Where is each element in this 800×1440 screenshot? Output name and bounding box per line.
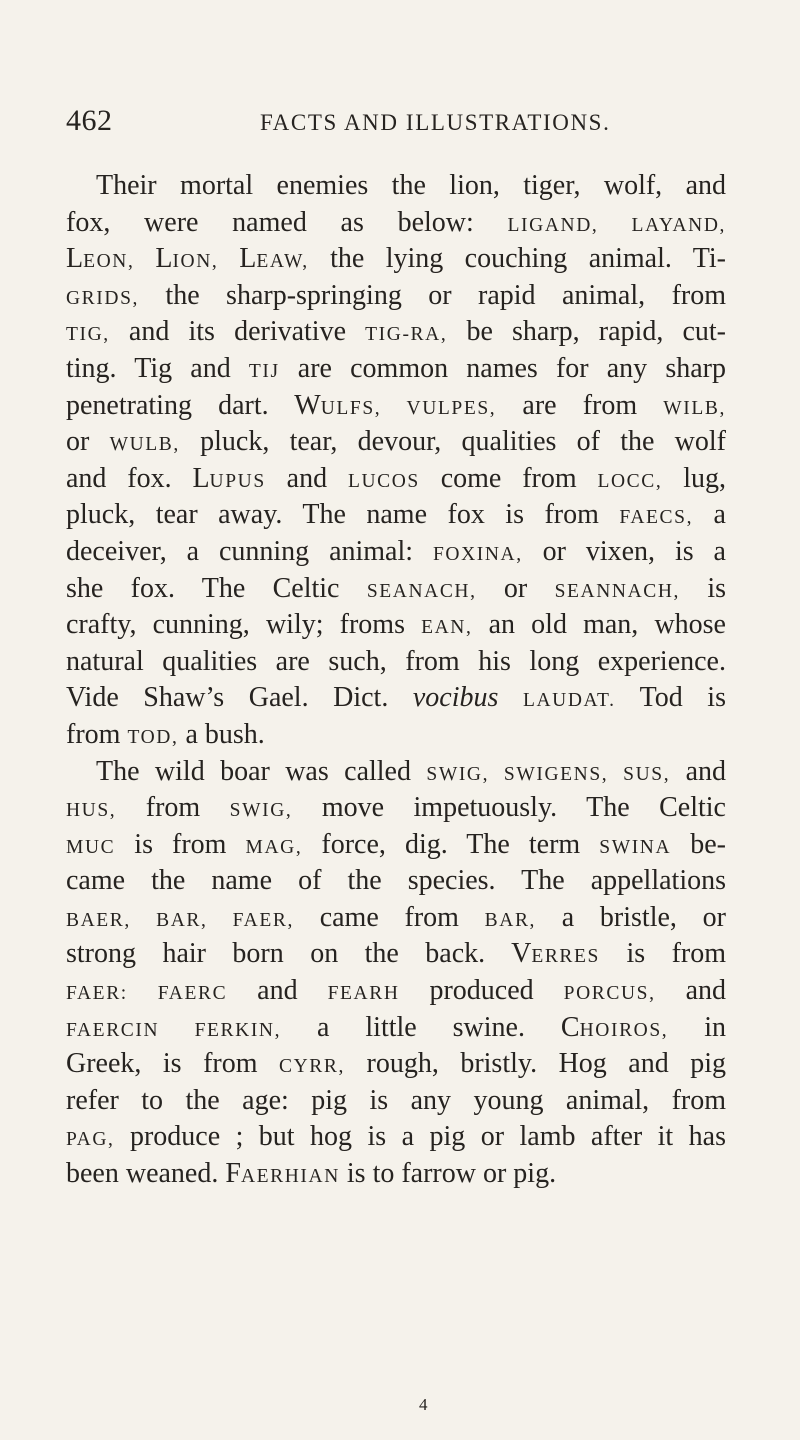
text-run: TIJ: [248, 360, 280, 382]
text-run: TIG,: [66, 324, 110, 346]
text-run: MUC: [66, 836, 116, 858]
text-run: rough, bristly. Hog and pig: [345, 1048, 726, 1080]
text-run: an old man, whose: [472, 609, 726, 641]
text-line: [66, 1010, 726, 1047]
text-run: a bush.: [178, 718, 265, 750]
text-run: vocibus: [412, 682, 499, 714]
text-run: come from: [419, 462, 598, 494]
text-run: SEANNACH,: [554, 580, 681, 602]
text-run: L: [239, 243, 257, 275]
text-run: FEARH: [327, 983, 400, 1005]
text-line: [66, 388, 726, 425]
text-run: been weaned. F: [66, 1158, 241, 1190]
text-line: [66, 278, 726, 315]
text-run: SWIG,: [229, 800, 293, 822]
text-run: LOCC,: [597, 470, 663, 492]
text-line: [66, 754, 726, 791]
text-run: is from: [115, 828, 246, 860]
text-run: TOD,: [127, 726, 179, 748]
text-run: from: [66, 718, 128, 750]
text-run: and: [265, 462, 348, 494]
text-line: [66, 790, 726, 827]
text-run: crafty, cunning, wily; froms: [66, 609, 422, 641]
text-run: BAER, BAR, FAER,: [66, 909, 294, 931]
text-run: ting. Tig and: [66, 352, 249, 384]
text-run: or vixen, is a: [522, 535, 726, 567]
text-run: The wild boar was called: [96, 755, 427, 787]
text-run: EAN,: [421, 617, 473, 639]
text-line: [66, 863, 726, 900]
text-run: Greek, is from: [66, 1048, 280, 1080]
text-run: the lying couching animal. Ti-: [308, 243, 727, 275]
running-head: [66, 104, 736, 144]
text-run: FAER:: [66, 983, 128, 1005]
text-run: L: [66, 243, 84, 275]
text-line: [66, 461, 726, 498]
text-run: natural qualities are such, from his long experience.: [66, 645, 726, 677]
text-run: LIGAND, LAYAND,: [507, 214, 727, 236]
text-line: [66, 534, 726, 571]
text-run: ULFS, VULPES,: [320, 397, 497, 419]
text-line: [66, 1119, 726, 1156]
text-run: a: [693, 499, 726, 531]
text-run: ERRES: [531, 946, 600, 968]
text-line: [66, 314, 726, 351]
text-run: is: [680, 572, 727, 604]
text-run: came the name of the species. The appellations: [66, 865, 726, 897]
text-line: [66, 607, 726, 644]
text-line: [66, 497, 726, 534]
text-run: MAG,: [245, 836, 303, 858]
text-run: is to farrow or pig.: [339, 1158, 557, 1190]
text-run: Tod is: [615, 682, 726, 714]
text-line: [66, 168, 726, 205]
text-run: TIG-RA,: [365, 324, 448, 346]
text-line: [66, 936, 726, 973]
body-text: [66, 168, 726, 1193]
text-run: deceiver, a cunning animal:: [66, 535, 433, 567]
running-title: FACTS AND ILLUSTRATIONS.: [260, 110, 611, 135]
text-run: and its derivative: [109, 316, 366, 348]
text-run: AERHIAN: [240, 1166, 340, 1188]
text-line: [66, 1046, 726, 1083]
text-run: GRIDS,: [66, 287, 139, 309]
text-run: the sharp-springing or rapid animal, from: [139, 279, 726, 311]
text-run: pluck, tear, devour, qualities of the wolf: [179, 426, 726, 458]
text-run: FAERC: [157, 983, 228, 1005]
text-line: [66, 241, 726, 278]
text-run: she fox. The Celtic: [66, 572, 367, 604]
text-line: [66, 827, 726, 864]
text-run: UPUS: [209, 470, 266, 492]
text-run: produce ; but hog is a pig or lamb after it has: [114, 1121, 726, 1153]
text-run: be-: [671, 828, 726, 860]
signature-mark: 4: [419, 1395, 428, 1414]
text-run: lug,: [662, 462, 726, 494]
text-run: FAERCIN FERKIN,: [66, 1019, 282, 1041]
text-run: refer to the age: pig is any young animal, from: [66, 1084, 726, 1116]
text-run: Vide Shaw’s Gael. Dict.: [66, 682, 413, 714]
text-line: [66, 1083, 726, 1120]
text-run: and: [655, 975, 726, 1007]
text-line: [66, 644, 726, 681]
text-line: [66, 571, 726, 608]
text-run: ION,: [172, 251, 240, 273]
text-run: EON,: [83, 251, 156, 273]
text-line: [66, 424, 726, 461]
text-run: BAR,: [484, 909, 537, 931]
text-run: a little swine. C: [281, 1011, 580, 1043]
text-run: PORCUS,: [563, 983, 656, 1005]
text-run: SWINA: [599, 836, 672, 858]
text-line: [66, 1156, 726, 1193]
text-run: and fox. L: [66, 462, 210, 494]
text-run: are from: [496, 389, 664, 421]
text-run: came from: [293, 901, 485, 933]
text-line: [66, 351, 726, 388]
text-run: force, dig. The term: [302, 828, 600, 860]
text-run: LUCOS: [347, 470, 420, 492]
text-run: PAG,: [66, 1129, 115, 1151]
text-run: [498, 682, 523, 713]
text-run: HUS,: [66, 800, 117, 822]
text-run: a bristle, or: [536, 901, 726, 933]
text-run: be sharp, rapid, cut-: [447, 316, 727, 348]
text-line: [66, 680, 726, 717]
text-run: move impetuously. The Celtic: [292, 792, 726, 824]
text-run: [128, 975, 158, 1006]
text-run: SWIG, SWIGENS, SUS,: [426, 763, 671, 785]
text-run: strong hair born on the back. V: [66, 938, 532, 970]
text-run: or: [66, 426, 110, 458]
text-run: Their mortal enemies the lion, tiger, wolf, and: [96, 170, 726, 201]
text-run: WILB,: [663, 397, 726, 419]
text-run: SEANACH,: [366, 580, 477, 602]
text-run: produced: [399, 975, 564, 1007]
text-run: pluck, tear away. The name fox is from: [66, 499, 620, 531]
text-run: is from: [600, 938, 726, 970]
text-run: HOIROS,: [579, 1019, 669, 1041]
text-run: fox, were named as below:: [66, 206, 508, 238]
text-run: FAECS,: [619, 507, 694, 529]
text-run: WULB,: [109, 434, 180, 456]
text-run: FOXINA,: [432, 543, 523, 565]
text-run: in: [668, 1011, 726, 1043]
text-run: and: [670, 755, 726, 787]
text-line: [66, 717, 726, 754]
text-run: are common names for any sharp: [279, 352, 726, 384]
text-run: CYRR,: [279, 1056, 345, 1078]
text-run: from: [116, 792, 230, 824]
text-run: penetrating dart. W: [66, 389, 321, 421]
text-run: LAUDAT.: [522, 690, 616, 712]
text-run: L: [155, 243, 173, 275]
text-line: [66, 205, 726, 242]
text-run: and: [227, 975, 328, 1007]
page-number: 462: [66, 104, 113, 137]
text-run: or: [476, 572, 555, 604]
text-run: EAW,: [256, 251, 309, 273]
text-line: [66, 973, 726, 1010]
text-line: [66, 900, 726, 937]
